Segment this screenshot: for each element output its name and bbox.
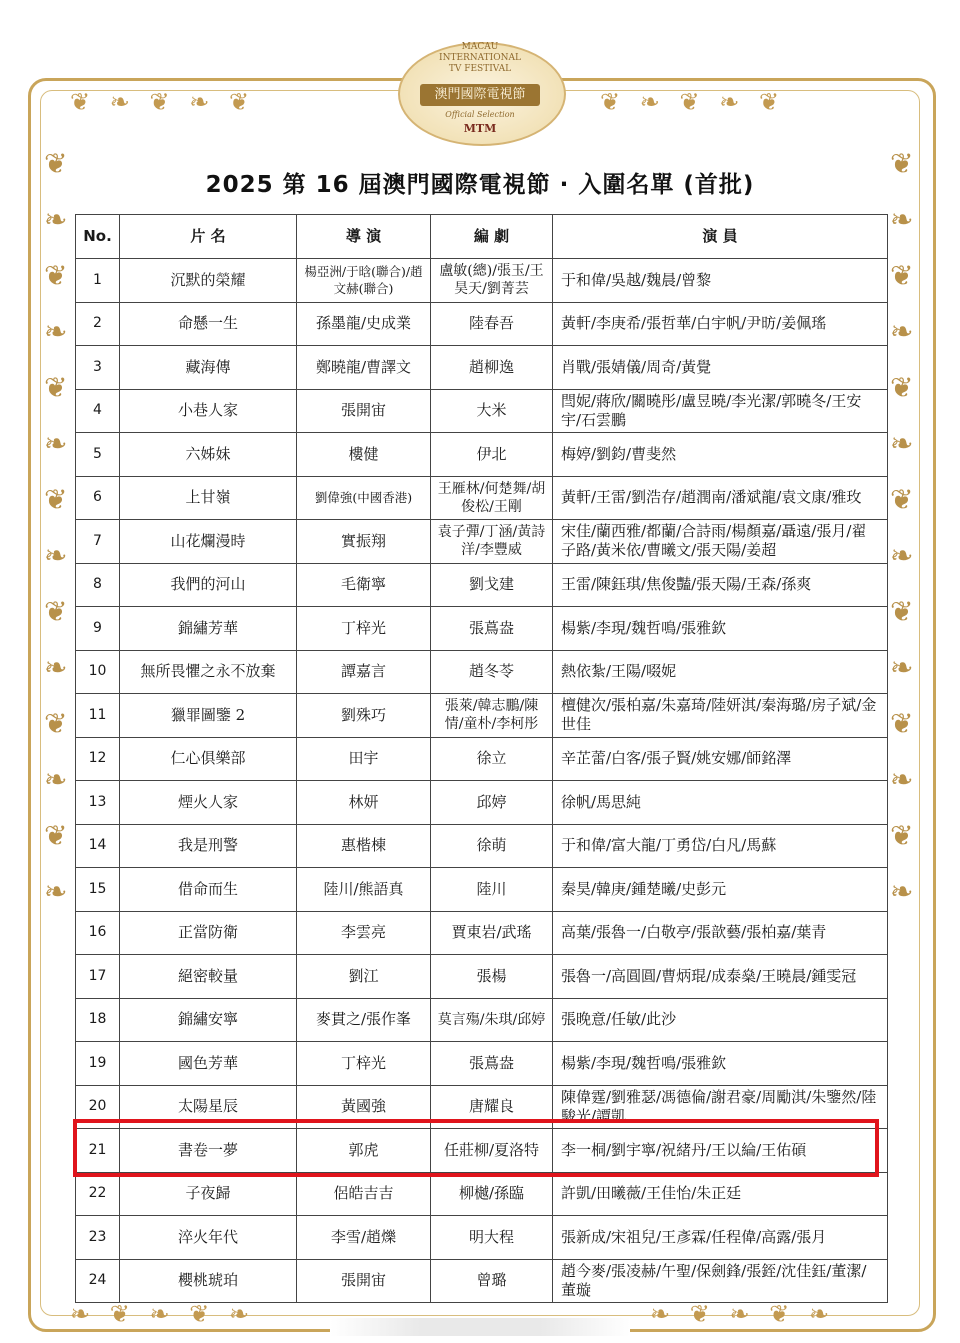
table-row xyxy=(76,389,888,433)
table-row xyxy=(76,476,888,520)
row-cast: 高葉/張魯一/白敬亭/張歆藝/張柏嘉/葉青 xyxy=(553,911,888,955)
row-cast: 徐帆/馬思純 xyxy=(553,781,888,825)
row-title: 煙火人家 xyxy=(120,781,297,825)
row-director: 侶皓吉吉 xyxy=(297,1172,431,1216)
row-number: 6 xyxy=(76,476,120,520)
row-writer: 劉戈建 xyxy=(431,563,553,607)
row-number: 1 xyxy=(76,259,120,303)
row-title: 櫻桃琥珀 xyxy=(120,1259,297,1303)
row-director: 林妍 xyxy=(297,781,431,825)
row-title: 書卷一夢 xyxy=(120,1129,297,1173)
row-number: 20 xyxy=(76,1085,120,1129)
row-title: 上甘嶺 xyxy=(120,476,297,520)
row-writer: 張萊/韓志鵬/陳情/童朴/李柯彤 xyxy=(431,694,553,738)
row-writer: 張蔦盎 xyxy=(431,607,553,651)
row-cast: 黃軒/李庚希/張哲華/白宇帆/尹昉/姜佩瑤 xyxy=(553,302,888,346)
table-row xyxy=(76,607,888,651)
row-cast: 楊紫/李現/魏哲鳴/張雅欽 xyxy=(553,1042,888,1086)
row-director: 黃國強 xyxy=(297,1085,431,1129)
row-cast: 肖戰/張婧儀/周奇/黃覺 xyxy=(553,346,888,390)
row-cast: 宋佳/蘭西雅/都蘭/合詩雨/楊顏嘉/聶遠/張月/翟子路/黃米依/曹曦文/張天陽/姜超 xyxy=(553,520,888,564)
row-title: 仁心俱樂部 xyxy=(120,737,297,781)
row-director: 劉江 xyxy=(297,955,431,999)
row-writer: 趙冬苓 xyxy=(431,650,553,694)
table-row xyxy=(76,520,888,564)
row-title: 錦繡安寧 xyxy=(120,998,297,1042)
row-director: 樓健 xyxy=(297,433,431,477)
row-writer: 陸春吾 xyxy=(431,302,553,346)
row-number: 13 xyxy=(76,781,120,825)
row-number: 5 xyxy=(76,433,120,477)
right-scroll-ornament: ❦ ❧ ❦ ❧ ❦ ❧ ❦ ❧ ❦ ❧ ❦ ❧ ❦ ❧ xyxy=(890,147,914,908)
row-writer: 唐耀良 xyxy=(431,1085,553,1129)
row-title: 命懸一生 xyxy=(120,302,297,346)
row-title: 小巷人家 xyxy=(120,389,297,433)
header-cast: 演 員 xyxy=(553,215,888,259)
row-title: 太陽星辰 xyxy=(120,1085,297,1129)
row-title: 淬火年代 xyxy=(120,1216,297,1260)
row-director: 惠楷棟 xyxy=(297,824,431,868)
row-number: 14 xyxy=(76,824,120,868)
row-cast: 檀健次/張柏嘉/朱嘉琦/陸妍淇/秦海璐/房子斌/金世佳 xyxy=(553,694,888,738)
row-title: 藏海傳 xyxy=(120,346,297,390)
row-director: 張開宙 xyxy=(297,389,431,433)
logo-line-3: TV FESTIVAL xyxy=(448,64,512,74)
row-number: 4 xyxy=(76,389,120,433)
row-director: 實振翔 xyxy=(297,520,431,564)
festival-logo xyxy=(392,36,568,144)
row-number: 2 xyxy=(76,302,120,346)
row-cast: 張魯一/高圓圓/曹炳琨/成泰燊/王曉晨/鍾雯冠 xyxy=(553,955,888,999)
row-number: 10 xyxy=(76,650,120,694)
table-row xyxy=(76,737,888,781)
row-title: 借命而生 xyxy=(120,868,297,912)
table-row xyxy=(76,998,888,1042)
row-writer: 邱婷 xyxy=(431,781,553,825)
row-writer: 陸川 xyxy=(431,868,553,912)
row-writer: 曾璐 xyxy=(431,1259,553,1303)
bottom-left-scroll-ornament: ❧ ❦ ❧ ❦ ❧ xyxy=(70,1300,256,1328)
row-cast: 閆妮/蔣欣/關曉彤/盧昱曉/李光潔/郭曉冬/王安宇/石雲鵬 xyxy=(553,389,888,433)
row-writer: 明大程 xyxy=(431,1216,553,1260)
table-row xyxy=(76,824,888,868)
table-row xyxy=(76,781,888,825)
header-director: 導 演 xyxy=(297,215,431,259)
top-right-scroll-ornament: ❦ ❧ ❦ ❧ ❦ xyxy=(600,88,786,116)
row-writer: 盧敏(總)/張玉/王昊天/劉菁芸 xyxy=(431,259,553,303)
bottom-right-scroll-ornament: ❧ ❦ ❧ ❦ ❧ xyxy=(650,1300,836,1328)
row-director: 丁梓光 xyxy=(297,607,431,651)
row-title: 絕密較量 xyxy=(120,955,297,999)
row-title: 無所畏懼之永不放棄 xyxy=(120,650,297,694)
row-writer: 徐立 xyxy=(431,737,553,781)
row-writer: 張楊 xyxy=(431,955,553,999)
row-title: 我是刑警 xyxy=(120,824,297,868)
row-director: 劉偉強(中國香港) xyxy=(297,476,431,520)
row-title: 沉默的榮耀 xyxy=(120,259,297,303)
row-director: 鄭曉龍/曹譯文 xyxy=(297,346,431,390)
top-left-scroll-ornament: ❦ ❧ ❦ ❧ ❦ xyxy=(70,88,256,116)
row-number: 3 xyxy=(76,346,120,390)
logo-badge: MTM xyxy=(463,122,497,135)
row-cast: 張新成/宋祖兒/王彥霖/任程偉/高露/張月 xyxy=(553,1216,888,1260)
table-row xyxy=(76,1259,888,1303)
header-title: 片 名 xyxy=(120,215,297,259)
logo-tagline: Official Selection xyxy=(445,110,515,119)
row-title: 正當防衛 xyxy=(120,911,297,955)
row-director: 孫墨龍/史成業 xyxy=(297,302,431,346)
table-row xyxy=(76,1216,888,1260)
bottom-watermark-strip xyxy=(330,1318,630,1336)
row-title: 獵罪圖鑒 2 xyxy=(120,694,297,738)
row-number: 16 xyxy=(76,911,120,955)
row-cast: 陳偉霆/劉雅瑟/馮德倫/謝君豪/周勵淇/朱鑒然/陸駿光/譚凱 xyxy=(553,1085,888,1129)
row-cast: 秦昊/韓庚/鍾楚曦/史彭元 xyxy=(553,868,888,912)
table-row xyxy=(76,563,888,607)
row-title: 錦繡芳華 xyxy=(120,607,297,651)
table-row xyxy=(76,346,888,390)
left-scroll-ornament: ❦ ❧ ❦ ❧ ❦ ❧ ❦ ❧ ❦ ❧ ❦ ❧ ❦ ❧ xyxy=(44,147,68,908)
header-no: No. xyxy=(76,215,120,259)
table-row xyxy=(76,694,888,738)
row-number: 9 xyxy=(76,607,120,651)
row-director: 楊亞洲/于晗(聯合)/趙文赫(聯合) xyxy=(297,259,431,303)
row-director: 李雪/趙爍 xyxy=(297,1216,431,1260)
table-row xyxy=(76,259,888,303)
row-cast: 王雷/陳鈺琪/焦俊豔/張天陽/王森/孫爽 xyxy=(553,563,888,607)
row-number: 8 xyxy=(76,563,120,607)
row-number: 18 xyxy=(76,998,120,1042)
row-director: 張開宙 xyxy=(297,1259,431,1303)
row-number: 15 xyxy=(76,868,120,912)
row-number: 7 xyxy=(76,520,120,564)
row-writer: 袁子彈/丁涵/黃詩洋/李豐威 xyxy=(431,520,553,564)
row-writer: 伊北 xyxy=(431,433,553,477)
logo-chinese-name: 澳門國際電視節 xyxy=(420,84,540,106)
row-number: 21 xyxy=(76,1129,120,1173)
table-row xyxy=(76,868,888,912)
row-writer: 大米 xyxy=(431,389,553,433)
row-cast: 黃軒/王雷/劉浩存/趙潤南/潘斌龍/袁文康/雅玫 xyxy=(553,476,888,520)
table-row xyxy=(76,433,888,477)
row-director: 麥貫之/張作峯 xyxy=(297,998,431,1042)
row-number: 22 xyxy=(76,1172,120,1216)
row-cast: 楊紫/李現/魏哲鳴/張雅欽 xyxy=(553,607,888,651)
row-cast: 辛芷蕾/白客/張子賢/姚安娜/師銘澤 xyxy=(553,737,888,781)
row-director: 譚嘉言 xyxy=(297,650,431,694)
row-director: 丁梓光 xyxy=(297,1042,431,1086)
row-director: 毛衛寧 xyxy=(297,563,431,607)
logo-line-2: INTERNATIONAL xyxy=(439,53,521,63)
row-cast: 熱依紮/王陽/啜妮 xyxy=(553,650,888,694)
table-row xyxy=(76,302,888,346)
row-title: 六姊妹 xyxy=(120,433,297,477)
row-cast: 趙今麥/張凌赫/午聖/保劍鋒/張銍/沈佳鈺/董潔/董璇 xyxy=(553,1259,888,1303)
row-writer: 徐萌 xyxy=(431,824,553,868)
row-director: 陸川/熊語真 xyxy=(297,868,431,912)
table-row xyxy=(76,650,888,694)
header-writer: 編 劇 xyxy=(431,215,553,259)
table-row xyxy=(76,1172,888,1216)
row-writer: 任莊柳/夏洛特 xyxy=(431,1129,553,1173)
logo-line-1: MACAU xyxy=(461,42,499,52)
row-cast: 許凱/田曦薇/王佳怡/朱正廷 xyxy=(553,1172,888,1216)
row-title: 山花爛漫時 xyxy=(120,520,297,564)
row-writer: 柳樾/孫臨 xyxy=(431,1172,553,1216)
row-number: 24 xyxy=(76,1259,120,1303)
row-number: 12 xyxy=(76,737,120,781)
row-cast: 于和偉/富大龍/丁勇岱/白凡/馬蘇 xyxy=(553,824,888,868)
row-cast: 李一桐/劉宇寧/祝緒丹/王以綸/王佑碩 xyxy=(553,1129,888,1173)
row-number: 23 xyxy=(76,1216,120,1260)
row-writer: 莫言殤/朱琪/邱婷 xyxy=(431,998,553,1042)
row-number: 19 xyxy=(76,1042,120,1086)
table-row xyxy=(76,955,888,999)
row-director: 田宇 xyxy=(297,737,431,781)
row-title: 我們的河山 xyxy=(120,563,297,607)
row-cast: 于和偉/吳越/魏晨/曾黎 xyxy=(553,259,888,303)
table-row xyxy=(76,1042,888,1086)
table-row xyxy=(76,911,888,955)
row-number: 17 xyxy=(76,955,120,999)
row-cast: 張晚意/任敏/此沙 xyxy=(553,998,888,1042)
table-header-row xyxy=(76,215,888,259)
row-cast: 梅婷/劉鈞/曹斐然 xyxy=(553,433,888,477)
row-writer: 王雁林/何楚舞/胡俊松/王剛 xyxy=(431,476,553,520)
row-21-highlight-box xyxy=(73,1119,879,1177)
row-title: 國色芳華 xyxy=(120,1042,297,1086)
row-writer: 張蔦盎 xyxy=(431,1042,553,1086)
document-title: 2025 第 16 屆澳門國際電視節 · 入圍名單 (首批) xyxy=(205,172,755,198)
row-director: 劉殊巧 xyxy=(297,694,431,738)
row-director: 李雲亮 xyxy=(297,911,431,955)
row-writer: 趙柳逸 xyxy=(431,346,553,390)
row-title: 子夜歸 xyxy=(120,1172,297,1216)
row-number: 11 xyxy=(76,694,120,738)
row-director: 郭虎 xyxy=(297,1129,431,1173)
row-writer: 賈東岩/武瑤 xyxy=(431,911,553,955)
